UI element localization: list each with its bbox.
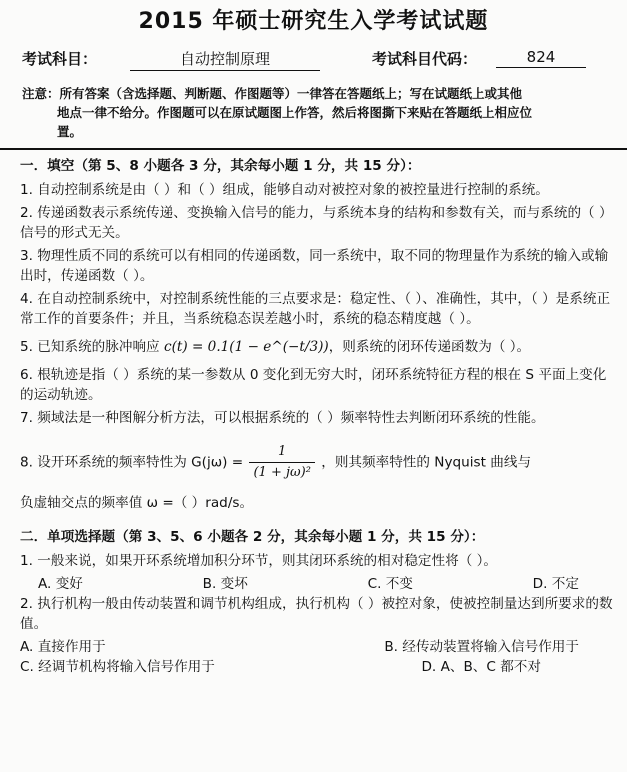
- fill-question-4: 4. 在自动控制系统中，对控制系统性能的三点要求是：稳定性、（ ）、准确性，其中，（ ）是系统正常工作的首要条件；并且，当系统稳态误差越小时，系统的稳态精度越（ ）。: [20, 291, 611, 327]
- notice-line-2: 地点一律不给分。作图题可以在原试题图上作答，然后将图撕下来贴在答题纸上相应位: [57, 105, 533, 120]
- choice-1-option-d: D. 不定: [532, 576, 579, 592]
- fill-question-6: 6. 根轨迹是指（ ）系统的某一参数从 0 变化到无穷大时，闭环系统特征方程的根在 S 平面上变化的运动轨迹。: [20, 367, 607, 403]
- exam-content: [14, 154, 619, 677]
- q8-denominator: (1 + jω)²: [253, 465, 311, 480]
- notice-line-1: 注意：所有答案（含选择题、判断题、作图题等）一律答在答题纸上；写在试题纸上或其他: [22, 86, 523, 101]
- notice-line-3: 置。: [57, 124, 83, 139]
- fill-question-7: 7. 频域法是一种图解分析方法，可以根据系统的（ ）频率特性去判断闭环系统的性能。: [20, 410, 545, 426]
- q8-suffix: ，则其频率特性的 Nyquist 曲线与: [321, 454, 532, 471]
- q8-prefix: 8. 设开环系统的频率特性为 G(jω) =: [20, 454, 244, 471]
- fill-question-2: 2. 传递函数表示系统传递、变换输入信号的能力，与系统本身的结构和参数有关，而与系统的（ ）信号的形式无关。: [20, 205, 613, 241]
- choice-question-1: 1. 一般来说，如果开环系统增加积分环节，则其闭环系统的相对稳定性将（ ）。: [20, 553, 497, 569]
- choice-2-option-b: B. 经传动装置将输入信号作用于: [384, 639, 579, 655]
- q8-line-2: 负虚轴交点的频率值 ω =（ ）rad/s。: [20, 495, 254, 511]
- exam-title: 2015 年硕士研究生入学考试试题: [138, 9, 489, 34]
- q8-numerator: 1: [249, 442, 314, 463]
- section-1-heading: 一．填空（第 5、8 小题各 3 分，其余每小题 1 分，共 15 分）：: [20, 158, 421, 174]
- choice-question-2-options-row2: [20, 657, 619, 677]
- subject-code-value: 824: [496, 48, 586, 68]
- subject-code-label: 考试科目代码：: [372, 50, 478, 68]
- fill-question-1: 1. 自动控制系统是由（ ）和（ ）组成，能够自动对被控对象的被控量进行控制的系统。: [20, 182, 549, 198]
- exam-notice: [22, 84, 612, 141]
- choice-2-option-a: A. 直接作用于: [20, 639, 106, 655]
- q5-prefix: 5. 已知系统的脉冲响应: [20, 339, 164, 355]
- q5-suffix: ，则系统的闭环传递函数为（ ）。: [328, 339, 531, 355]
- subject-label: 考试科目：: [22, 50, 98, 68]
- q8-fraction: [249, 442, 314, 483]
- choice-question-1-options: [20, 574, 619, 594]
- choice-question-2: 2. 执行机构一般由传动装置和调节机构组成，执行机构（ ）被控对象，使被控制量达到所要求的数值。: [20, 596, 613, 632]
- choice-2-option-d: D. A、B、C 都不对: [421, 659, 541, 675]
- fill-question-8: [20, 442, 619, 513]
- subject-name: 自动控制原理: [130, 48, 320, 71]
- section-2-heading: 二．单项选择题（第 3、5、6 小题各 2 分，其余每小题 1 分，共 15 分）：: [20, 529, 485, 545]
- choice-2-option-c: C. 经调节机构将输入信号作用于: [20, 659, 215, 675]
- choice-1-option-c: C. 不变: [367, 576, 413, 592]
- choice-question-2-options-row1: [20, 637, 619, 657]
- fill-question-3: 3. 物理性质不同的系统可以有相同的传递函数，同一系统中，取不同的物理量作为系统的输入或输出时，传递函数（ ）。: [20, 248, 609, 284]
- header-divider: [0, 148, 627, 150]
- q5-formula: c(t) = 0.1(1 − e^(−t/3)): [163, 339, 329, 355]
- fill-question-5: [20, 337, 619, 357]
- choice-1-option-b: B. 变坏: [202, 576, 248, 592]
- choice-1-option-a: A. 变好: [38, 576, 83, 592]
